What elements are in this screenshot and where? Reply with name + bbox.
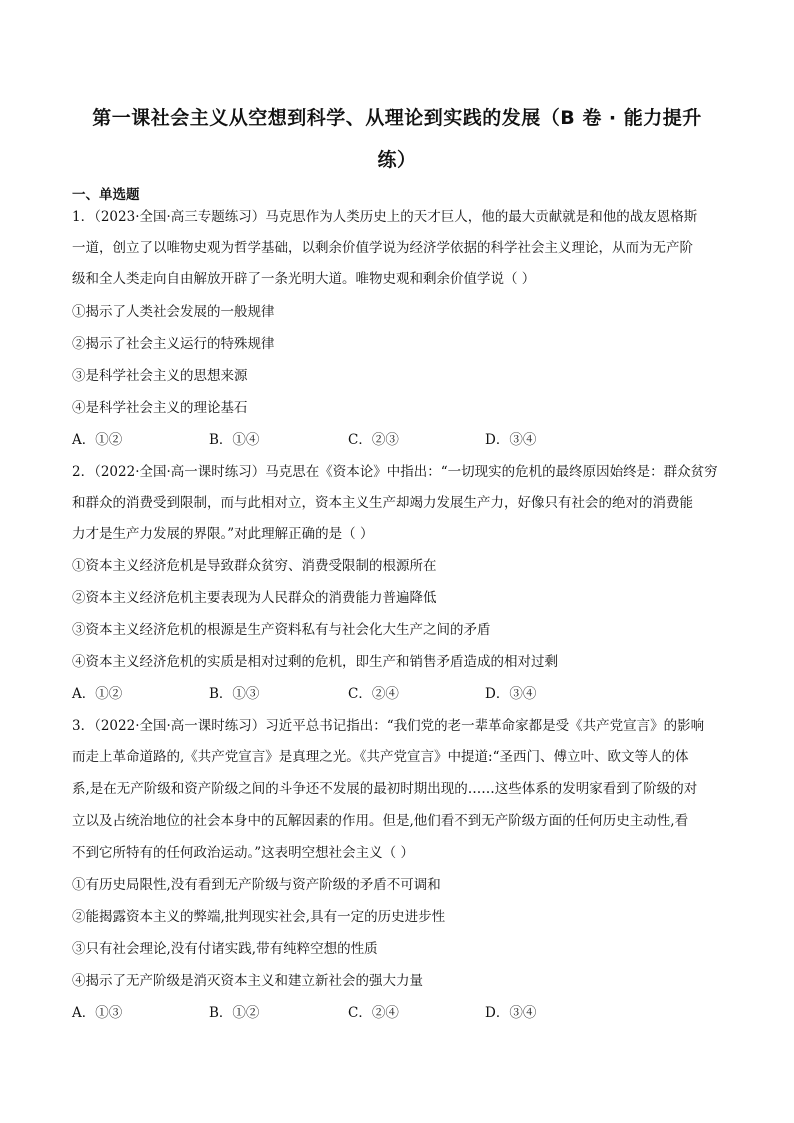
question-3-stem-line-5: 不到它所特有的任何政治运动。”这表明空想社会主义（ ） bbox=[72, 845, 414, 861]
question-2-stem-line-3: 力才是生产力发展的界限。”对此理解正确的是（ ） bbox=[72, 526, 374, 542]
question-2-statement-2: ②资本主义经济危机主要表现为人民群众的消费能力普遍降低 bbox=[72, 590, 437, 606]
question-1-stem-line-3: 级和全人类走向自由解放开辟了一条光明大道。唯物史观和剩余价值学说（ ） bbox=[72, 271, 536, 287]
question-3-statement-3: ③只有社会理论,没有付诸实践,带有纯粹空想的性质 bbox=[72, 941, 378, 957]
question-1-option-c[interactable]: C．②③ bbox=[348, 432, 399, 448]
question-3-statement-1: ①有历史局限性,没有看到无产阶级与资产阶级的矛盾不可调和 bbox=[72, 877, 441, 893]
question-1-stem-line-2: 一道，创立了以唯物史观为哲学基础，以剩余价值学说为经济学依据的科学社会主义理论，从而为无产阶 bbox=[72, 240, 693, 256]
question-1-option-d[interactable]: D．③④ bbox=[485, 432, 537, 448]
question-2-stem-line-2: 和群众的消费受到限制，而与此相对立，资本主义生产却竭力发展生产力，好像只有社会的绝对的消费能 bbox=[72, 495, 693, 511]
question-2-statement-1: ①资本主义经济危机是导致群众贫穷、消费受限制的根源所在 bbox=[72, 558, 437, 574]
question-2-option-a[interactable]: A．①② bbox=[72, 686, 123, 702]
question-3-option-a[interactable]: A．①③ bbox=[72, 1005, 123, 1021]
question-3-option-c[interactable]: C．②④ bbox=[348, 1005, 399, 1021]
question-1-stem-line-1: 1．（2023·全国·高三专题练习）马克思作为人类历史上的天才巨人，他的最大贡献就是和他的战友恩格斯 bbox=[72, 209, 698, 225]
question-2-option-b[interactable]: B．①③ bbox=[209, 686, 260, 702]
question-2-stem-line-1: 2．（2022·全国·高一课时练习）马克思在《资本论》中指出：“一切现实的危机的最终原因始终是：群众贫穷 bbox=[72, 464, 718, 480]
question-3-option-d[interactable]: D．③④ bbox=[485, 1005, 537, 1021]
question-3-stem-line-3: 系,是在无产阶级和资产阶级之间的斗争还不发展的最初时期出现的……这些体系的发明家看到了阶级的对 bbox=[72, 781, 698, 797]
question-1-statement-1: ①揭示了人类社会发展的一般规律 bbox=[72, 304, 275, 320]
question-3-stem-line-1: 3．（2022·全国·高一课时练习）习近平总书记指出：“我们党的老一辈革命家都是受《共产党宣言》的影响 bbox=[72, 718, 705, 734]
question-3-stem-line-4: 立以及占统治地位的社会本身中的瓦解因素的作用。但是,他们看不到无产阶级方面的任何历史主动性,看 bbox=[72, 813, 689, 829]
question-1-statement-2: ②揭示了社会主义运行的特殊规律 bbox=[72, 336, 275, 352]
question-3-statement-4: ④揭示了无产阶级是消灭资本主义和建立新社会的强大力量 bbox=[72, 973, 423, 989]
question-2-option-d[interactable]: D．③④ bbox=[485, 686, 537, 702]
document-title-line-1: 第一课社会主义从空想到科学、从理论到实践的发展（B 卷 · 能力提升 bbox=[92, 107, 702, 129]
question-3-option-b[interactable]: B．①② bbox=[209, 1005, 260, 1021]
document-title-line-2: 练） bbox=[377, 149, 417, 171]
question-3-statement-2: ②能揭露资本主义的弊端,批判现实社会,具有一定的历史进步性 bbox=[72, 909, 446, 925]
question-1-option-b[interactable]: B．①④ bbox=[209, 432, 260, 448]
question-1-statement-3: ③是科学社会主义的思想来源 bbox=[72, 368, 248, 384]
question-3-stem-line-2: 而走上革命道路的,《共产党宣言》是真理之光。《共产党宣言》中提道:“圣西门、傅立叶、欧文等人的体 bbox=[72, 749, 689, 765]
question-1-statement-4: ④是科学社会主义的理论基石 bbox=[72, 400, 248, 416]
question-2-statement-4: ④资本主义经济危机的实质是相对过剩的危机，即生产和销售矛盾造成的相对过剩 bbox=[72, 654, 558, 670]
question-1-option-a[interactable]: A．①② bbox=[72, 432, 123, 448]
section-heading: 一、单选题 bbox=[72, 187, 140, 203]
question-2-statement-3: ③资本主义经济危机的根源是生产资料私有与社会化大生产之间的矛盾 bbox=[72, 622, 491, 638]
question-2-option-c[interactable]: C．②④ bbox=[348, 686, 399, 702]
